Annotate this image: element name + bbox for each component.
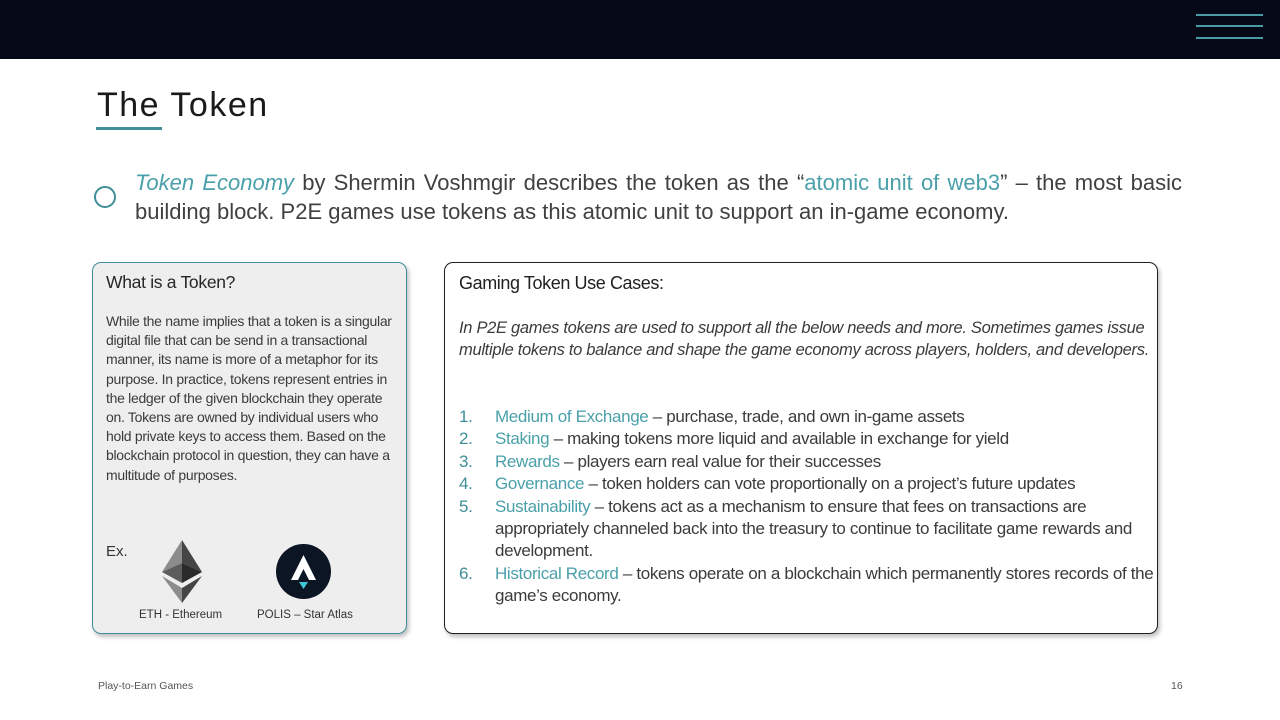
page-number: 16 bbox=[1171, 680, 1183, 692]
intro-text-2: ” – the most basic building block. P2E games use tokens as this atomic unit to support an in-game economy. bbox=[135, 170, 1183, 224]
what-is-token-box bbox=[92, 262, 407, 634]
page-title: The Token bbox=[97, 86, 269, 124]
use-case-text: – tokens operate on a blockchain which permanently stores records of the game’s economy. bbox=[495, 563, 1154, 606]
token-box-heading: What is a Token? bbox=[106, 272, 236, 292]
use-cases-box bbox=[444, 262, 1158, 634]
use-case-text: – purchase, trade, and own in-game assets bbox=[648, 407, 965, 426]
menu-line bbox=[1196, 37, 1263, 39]
use-case-term: Staking bbox=[495, 429, 550, 449]
token-box-description: While the name implies that a token is a singular digital file that can be send in a transactional manner, its name is more of a metaphor for its purpose. In practice, tokens represent entries in the ledger of the given blockchain they operate on. Tokens are owned by individual users who hold private keys to access them. Based on the blockchain protocol in question, they can have a multitude of purposes. bbox=[106, 313, 392, 483]
footer-title: Play-to-Earn Games bbox=[98, 680, 194, 692]
ethereum-caption: ETH - Ethereum bbox=[139, 609, 223, 621]
list-item bbox=[459, 473, 1155, 495]
use-case-text: – token holders can vote proportionally on a project’s future updates bbox=[584, 474, 1076, 494]
list-item bbox=[459, 406, 1155, 428]
use-case-term: Medium of Exchange bbox=[495, 407, 649, 426]
use-cases-note: In P2E games tokens are used to support all the below needs and more. Sometimes games issue multiple tokens to balance and shape the game economy across players, holders, and developers. bbox=[459, 319, 1149, 359]
star-atlas-icon bbox=[276, 544, 331, 599]
intro-paragraph bbox=[135, 168, 1182, 226]
intro-quote: atomic unit of web3 bbox=[804, 170, 1001, 195]
list-item bbox=[459, 496, 1155, 563]
menu-line bbox=[1196, 14, 1263, 16]
list-number: 5. bbox=[459, 496, 473, 516]
use-case-term: Rewards bbox=[495, 451, 560, 471]
header-bar bbox=[0, 0, 1280, 59]
list-number: 6. bbox=[459, 563, 473, 583]
list-number: 2. bbox=[459, 429, 473, 449]
list-number: 1. bbox=[459, 407, 473, 426]
list-item bbox=[459, 428, 1155, 450]
ethereum-icon bbox=[162, 540, 202, 603]
intro-text-1: by Shermin Voshmgir describes the token as the “ bbox=[294, 170, 805, 195]
list-number: 4. bbox=[459, 474, 473, 494]
book-title: Token Economy bbox=[135, 170, 295, 195]
use-cases-heading: Gaming Token Use Cases: bbox=[459, 273, 664, 293]
use-case-term: Governance bbox=[495, 474, 585, 494]
polis-caption: POLIS – Star Atlas bbox=[257, 609, 353, 621]
title-underline bbox=[96, 127, 162, 130]
list-item bbox=[459, 563, 1155, 608]
menu-icon[interactable] bbox=[1196, 14, 1263, 42]
use-case-text: – making tokens more liquid and available in exchange for yield bbox=[549, 429, 1009, 449]
use-case-term: Sustainability bbox=[495, 496, 591, 516]
list-number: 3. bbox=[459, 451, 473, 471]
example-label: Ex. bbox=[106, 543, 128, 560]
use-case-term: Historical Record bbox=[495, 563, 619, 583]
bullet-circle-icon bbox=[94, 186, 116, 208]
use-case-text: – tokens act as a mechanism to ensure that fees on transactions are appropriately channeled back into the treasury to continue to facilitate game rewards and development. bbox=[495, 496, 1132, 561]
use-case-text: – players earn real value for their successes bbox=[559, 451, 881, 471]
menu-line bbox=[1196, 25, 1263, 27]
use-cases-list bbox=[459, 406, 1155, 608]
list-item bbox=[459, 451, 1155, 473]
